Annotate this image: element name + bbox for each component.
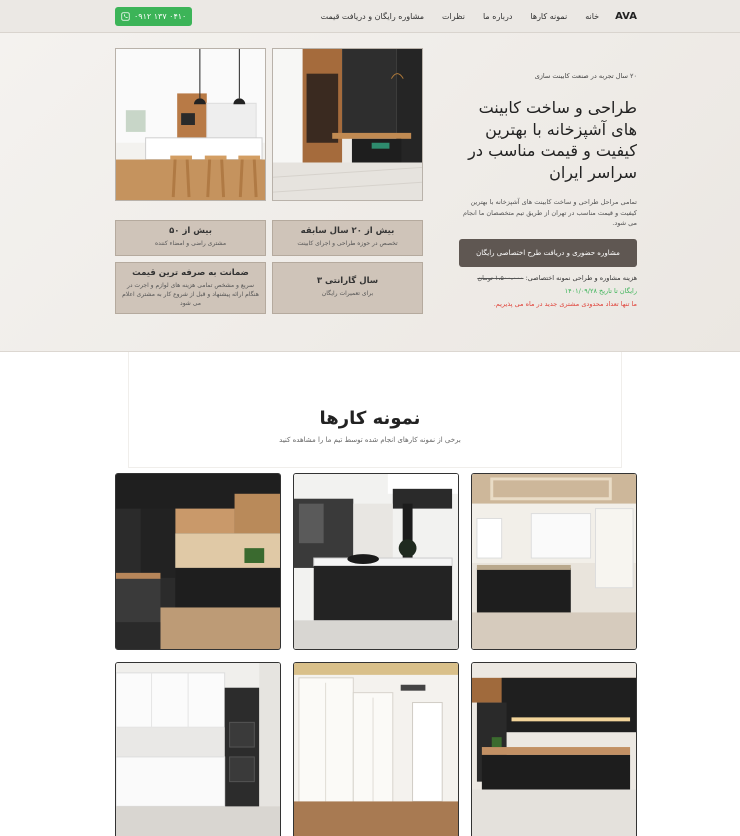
- nav-link-about[interactable]: درباره ما: [482, 12, 513, 21]
- portfolio-item[interactable]: [115, 473, 281, 650]
- stat-subtitle: مشتری راضی و امضاء کننده: [154, 240, 227, 247]
- nav-link-home[interactable]: خانه: [585, 12, 600, 21]
- stat-price-guarantee: [115, 262, 266, 314]
- hero-image-white-kitchen: [115, 48, 266, 201]
- nav-link-portfolio[interactable]: نمونه کارها: [530, 12, 568, 21]
- top-navbar: [0, 0, 740, 33]
- stat-subtitle: برای تعمیرات رایگان: [321, 290, 374, 297]
- portfolio-item[interactable]: [471, 662, 637, 836]
- hero-title: طراحی و ساخت کابینت های آشپزخانه با بهترین کیفیت و قیمت مناسب در سراسر ایران: [468, 98, 637, 182]
- portfolio-item[interactable]: [293, 662, 459, 836]
- price-line: [459, 274, 637, 282]
- phone-number: ۰۹۱۲ ۱۳۷ ۰۴۱۰: [134, 12, 187, 21]
- price-label: هزینه مشاوره و طراحی نمونه اختصاصی:: [525, 273, 637, 282]
- stat-subtitle: تخصص در حوزه طراحی و اجرای کابینت: [297, 240, 398, 247]
- hero-description: تمامی مراحل طراحی و ساخت کابینت های آشپزخانه با بهترین کیفیت و قیمت مناسب در تهران از طریق تیم متخصصان ما انجام می شود.: [463, 198, 637, 228]
- stat-title: بیش از ۵۰: [169, 226, 212, 236]
- nav-link-reviews[interactable]: نظرات: [442, 12, 465, 21]
- stat-warranty: [272, 262, 423, 314]
- stat-experience: [272, 220, 423, 256]
- stat-customers: [115, 220, 266, 256]
- hero-text-block: [459, 33, 637, 308]
- stat-title: ۳ سال گارانتی: [316, 276, 379, 286]
- stat-subtitle: سریع و مشخص تمامی هزینه های لوازم و اجرت در هنگام ارائه پیشنهاد و قبل از شروع کار به مشتری اعلام می شود: [122, 282, 259, 307]
- stat-title: بیش از ۲۰ سال سابقه: [300, 226, 395, 236]
- portfolio-section: [0, 352, 740, 836]
- portfolio-item[interactable]: [471, 473, 637, 650]
- limited-capacity-warning: ما تنها تعداد محدودی مشتری جدید در ماه می پذیریم.: [493, 299, 637, 308]
- phone-icon: [121, 12, 130, 21]
- consultation-cta-button[interactable]: مشاوره حضوری و دریافت طرح اختصاصی رایگان: [459, 239, 637, 267]
- phone-button[interactable]: [115, 7, 192, 26]
- hero-image-dark-kitchen: [272, 48, 423, 201]
- hero-eyebrow: ۲۰ سال تجربه در صنعت کابینت سازی: [534, 72, 637, 80]
- brand-logo[interactable]: AVA: [615, 11, 637, 22]
- portfolio-subtitle: برخی از نمونه کارهای انجام شده توسط تیم ما را مشاهده کنید: [279, 436, 461, 444]
- price-old: ۱،۵۰۰،۰۰۰ تومان: [477, 273, 524, 282]
- nav-link-consultation[interactable]: مشاوره رایگان و دریافت قیمت: [320, 12, 425, 21]
- free-until-text: رایگان تا تاریخ ۱۴۰۱/۰۹/۲۸: [564, 286, 637, 295]
- portfolio-item[interactable]: [115, 662, 281, 836]
- hero-section: [0, 33, 740, 352]
- portfolio-title: نمونه کارها: [319, 408, 421, 429]
- stat-title: ضمانت به صرفه ترین قیمت: [132, 268, 249, 278]
- portfolio-item[interactable]: [293, 473, 459, 650]
